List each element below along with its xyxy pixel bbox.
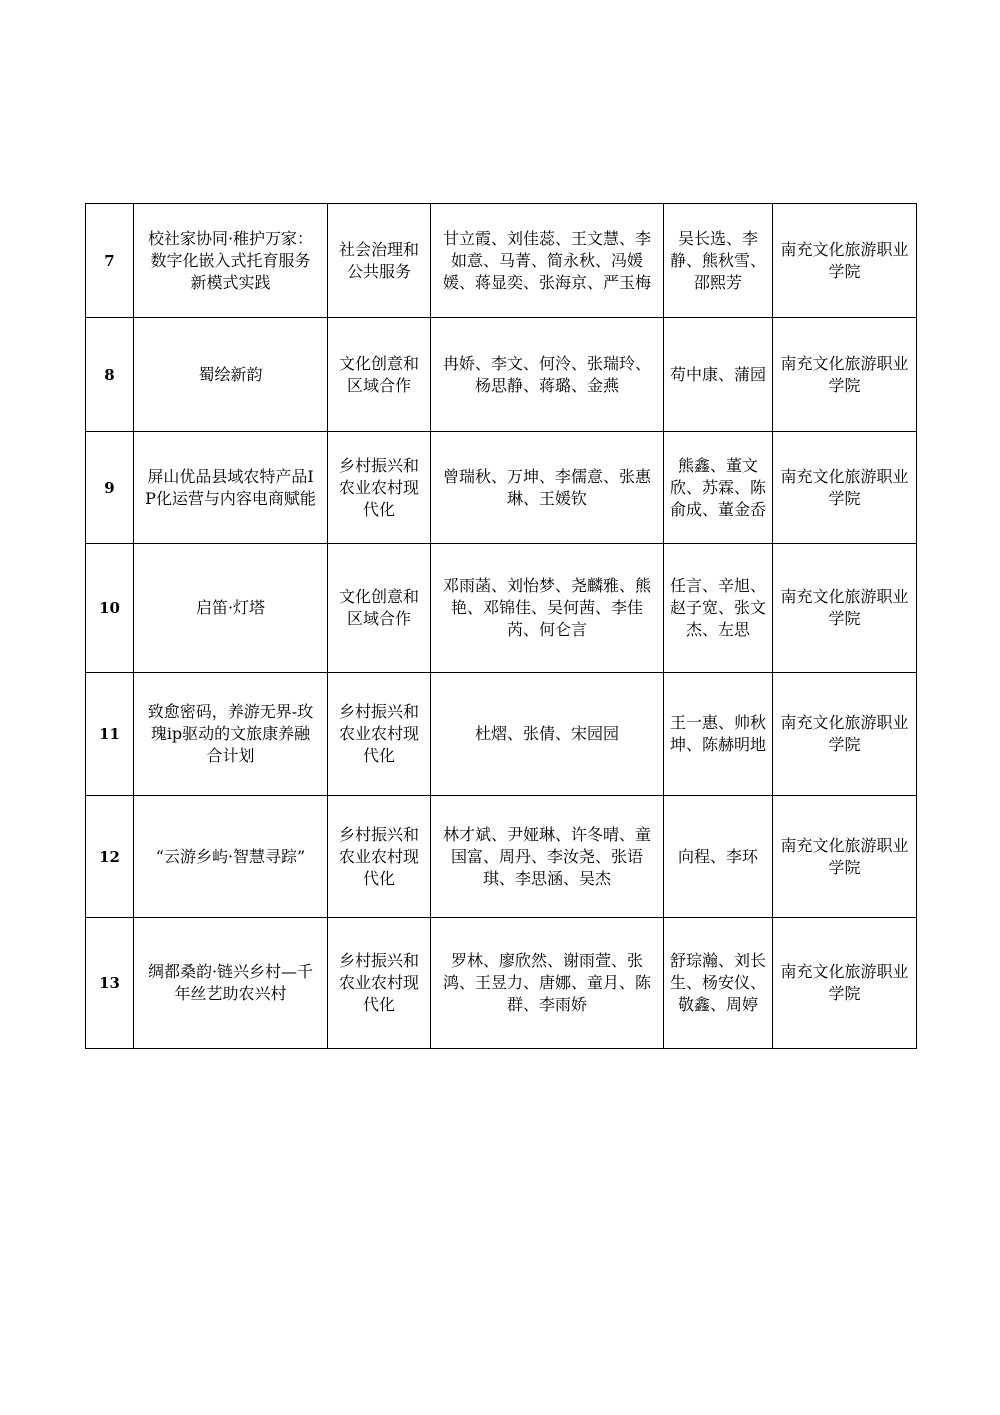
table-row <box>86 544 917 673</box>
school-cell: 南充文化旅游职业学院 <box>773 318 917 432</box>
advisors-cell: 苟中康、蒲园 <box>664 318 773 432</box>
table-row <box>86 318 917 432</box>
advisors-cell: 吴长选、李静、熊秋雪、邵熙芳 <box>664 204 773 318</box>
project-name-cell: 绸都桑韵·链兴乡村—千年丝艺助农兴村 <box>134 918 328 1049</box>
members-cell: 邓雨菡、刘怡梦、尧麟雅、熊艳、邓锦佳、吴何茜、李佳芮、何仑言 <box>431 544 664 673</box>
school-cell: 南充文化旅游职业学院 <box>773 544 917 673</box>
category-cell: 乡村振兴和农业农村现代化 <box>328 796 431 918</box>
school-cell: 南充文化旅游职业学院 <box>773 918 917 1049</box>
row-number-cell: 11 <box>86 673 134 796</box>
school-cell: 南充文化旅游职业学院 <box>773 673 917 796</box>
table-row <box>86 918 917 1049</box>
table-row <box>86 432 917 544</box>
table-row <box>86 204 917 318</box>
category-cell: 文化创意和区域合作 <box>328 318 431 432</box>
advisors-cell: 熊鑫、董文欣、苏霖、陈俞成、董金岙 <box>664 432 773 544</box>
members-cell: 冉娇、李文、何泠、张瑞玲、杨思静、蒋璐、金燕 <box>431 318 664 432</box>
school-cell: 南充文化旅游职业学院 <box>773 796 917 918</box>
row-number-cell: 12 <box>86 796 134 918</box>
category-cell: 社会治理和公共服务 <box>328 204 431 318</box>
table-row <box>86 673 917 796</box>
project-name-cell: 校社家协同·稚护万家：数字化嵌入式托育服务新模式实践 <box>134 204 328 318</box>
project-table <box>85 203 917 1049</box>
category-cell: 文化创意和区域合作 <box>328 544 431 673</box>
row-number-cell: 9 <box>86 432 134 544</box>
members-cell: 罗林、廖欣然、谢雨萱、张鸿、王昱力、唐娜、童月、陈群、李雨娇 <box>431 918 664 1049</box>
members-cell: 曾瑞秋、万坤、李儒意、张惠琳、王媛钦 <box>431 432 664 544</box>
members-cell: 杜熠、张倩、宋园园 <box>431 673 664 796</box>
row-number-cell: 7 <box>86 204 134 318</box>
project-name-cell: 启笛·灯塔 <box>134 544 328 673</box>
advisors-cell: 向程、李环 <box>664 796 773 918</box>
advisors-cell: 任言、辛旭、赵子宽、张文杰、左思 <box>664 544 773 673</box>
row-number-cell: 8 <box>86 318 134 432</box>
category-cell: 乡村振兴和农业农村现代化 <box>328 673 431 796</box>
project-name-cell: 屏山优品县域农特产品IP化运营与内容电商赋能 <box>134 432 328 544</box>
category-cell: 乡村振兴和农业农村现代化 <box>328 918 431 1049</box>
project-name-cell: 致愈密码，养游无界-玫瑰ip驱动的文旅康养融合计划 <box>134 673 328 796</box>
members-cell: 甘立霞、刘佳蕊、王文慧、李如意、马菁、简永秋、冯媛媛、蒋显奕、张海京、严玉梅 <box>431 204 664 318</box>
school-cell: 南充文化旅游职业学院 <box>773 432 917 544</box>
project-name-cell: 蜀绘新韵 <box>134 318 328 432</box>
row-number-cell: 10 <box>86 544 134 673</box>
project-name-cell: “云游乡屿·智慧寻踪” <box>134 796 328 918</box>
advisors-cell: 舒琮瀚、刘长生、杨安仪、敬鑫、周婷 <box>664 918 773 1049</box>
category-cell: 乡村振兴和农业农村现代化 <box>328 432 431 544</box>
members-cell: 林才斌、尹娅琳、许冬晴、童国富、周丹、李汝尧、张语琪、李思涵、吴杰 <box>431 796 664 918</box>
school-cell: 南充文化旅游职业学院 <box>773 204 917 318</box>
row-number-cell: 13 <box>86 918 134 1049</box>
advisors-cell: 王一惠、帅秋坤、陈赫明地 <box>664 673 773 796</box>
table-row <box>86 796 917 918</box>
